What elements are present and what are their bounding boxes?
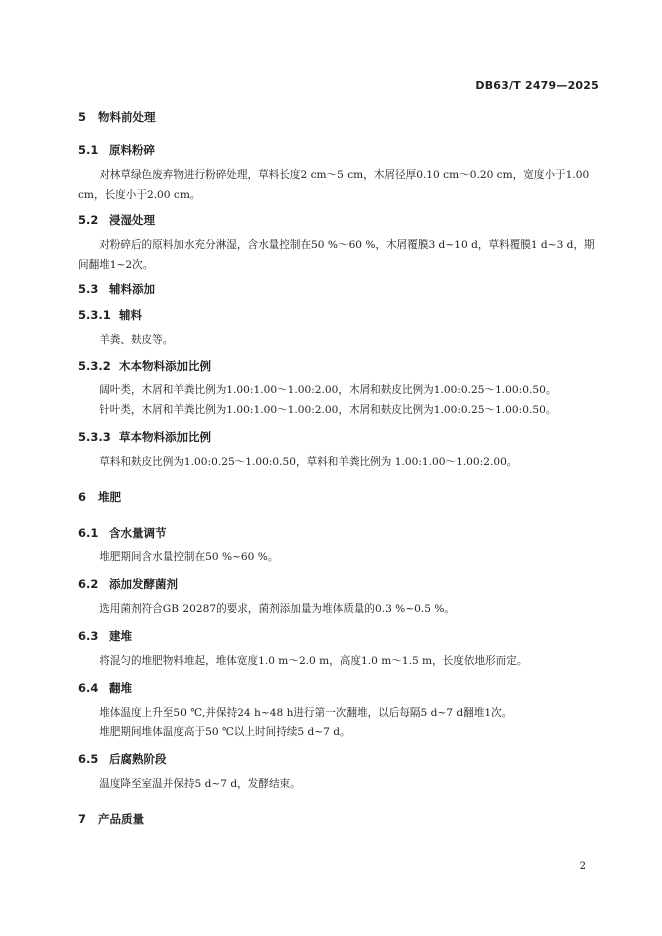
heading-title: 产品质量 (98, 812, 144, 826)
heading-number: 6.3 (78, 629, 99, 643)
heading-title: 辅料 (119, 308, 142, 322)
heading-section-7 (78, 811, 144, 827)
paragraph-5-3-2-line-1: 阔叶类，木屑和羊粪比例为1.00:1.00～1.00:2.00，木屑和麸皮比例为1.00:0.25～1.00:0.50。 (99, 384, 557, 396)
heading-number: 5.1 (78, 143, 99, 157)
heading-section-6-1 (78, 525, 167, 541)
heading-number: 6.2 (78, 577, 99, 591)
heading-section-5 (78, 109, 156, 125)
paragraph-5-3-1: 羊粪、麸皮等。 (99, 334, 174, 346)
paragraph-6-1: 堆肥期间含水量控制在50 %~60 %。 (99, 551, 279, 563)
heading-section-6 (78, 489, 121, 505)
heading-title: 后腐熟阶段 (109, 752, 167, 766)
heading-number: 5.3.2 (78, 359, 111, 373)
paragraph-6-4-line-1: 堆体温度上升至50 ℃,并保持24 h~48 h进行第一次翻堆，以后每隔5 d~7 d翻堆1次。 (99, 707, 513, 719)
paragraph-5-3-2-line-2: 针叶类，木屑和羊粪比例为1.00:1.00～1.00:2.00，木屑和麸皮比例为1.00:0.25～1.00:0.50。 (99, 404, 557, 416)
heading-title: 添加发酵菌剂 (109, 577, 178, 591)
paragraph-6-2: 选用菌剂符合GB 20287的要求，菌剂添加量为堆体质量的0.3 %~0.5 %。 (99, 603, 456, 615)
heading-number: 6.4 (78, 681, 99, 695)
paragraph-5-1: 对林草绿色废弃物进行粉碎处理，草料长度2 cm～5 cm，木屑径厚0.10 cm～0.20 cm，宽度小于1.00 cm，长度小于2.00 cm。 (78, 169, 590, 201)
heading-title: 浸湿处理 (109, 213, 155, 227)
heading-title: 物料前处理 (98, 110, 156, 124)
heading-section-5-3 (78, 281, 155, 297)
heading-number: 6.1 (78, 526, 99, 540)
heading-section-6-5 (78, 751, 167, 767)
heading-number: 5.2 (78, 213, 99, 227)
heading-title: 辅料添加 (109, 282, 155, 296)
heading-title: 含水量调节 (109, 526, 167, 540)
paragraph-6-5: 温度降至室温并保持5 d~7 d，发酵结束。 (99, 778, 301, 790)
heading-number: 5.3.1 (78, 308, 111, 322)
heading-section-6-3 (78, 628, 132, 644)
heading-section-5-2 (78, 212, 155, 228)
heading-title: 原料粉碎 (109, 143, 155, 157)
heading-number: 5.3.3 (78, 430, 111, 444)
heading-section-5-3-1 (78, 307, 142, 323)
heading-number: 6.5 (78, 752, 99, 766)
heading-number: 7 (78, 812, 87, 826)
page-number: 2 (579, 861, 586, 872)
heading-section-5-3-3 (78, 429, 211, 445)
heading-number: 5.3 (78, 282, 99, 296)
heading-section-5-1 (78, 142, 155, 158)
paragraph-5-2: 对粉碎后的原料加水充分淋湿，含水量控制在50 %～60 %，木屑覆膜3 d~10 d，草料覆膜1 d~3 d，期间翻堆1~2次。 (78, 239, 595, 271)
heading-number: 5 (78, 110, 87, 124)
paragraph-6-3: 将混匀的堆肥物料堆起，堆体宽度1.0 m～2.0 m，高度1.0 m～1.5 m，长度依地形而定。 (99, 655, 528, 667)
heading-title: 堆肥 (98, 490, 121, 504)
heading-number: 6 (78, 490, 87, 504)
paragraph-6-4-line-2: 堆肥期间堆体温度高于50 ℃以上时间持续5 d~7 d。 (99, 726, 351, 738)
heading-section-6-2 (78, 576, 178, 592)
document-code: DB63/T 2479—2025 (475, 79, 599, 92)
heading-section-5-3-2 (78, 358, 211, 374)
heading-title: 建堆 (109, 629, 132, 643)
heading-title: 木本物料添加比例 (119, 359, 211, 373)
heading-section-6-4 (78, 680, 132, 696)
heading-title: 翻堆 (109, 681, 132, 695)
heading-title: 草本物料添加比例 (119, 430, 211, 444)
paragraph-5-3-3: 草料和麸皮比例为1.00:0.25～1.00:0.50，草料和羊粪比例为 1.00:1.00～1.00:2.00。 (99, 456, 518, 468)
